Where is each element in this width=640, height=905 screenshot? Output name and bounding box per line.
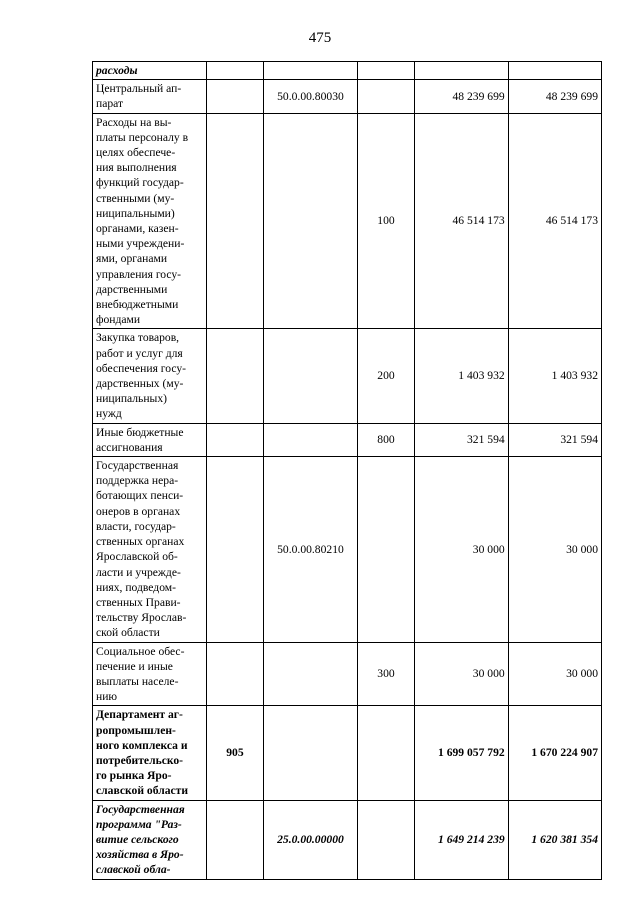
table-row [93,457,602,642]
row-amount-year2-cell: 1 620 381 354 [508,800,601,879]
table-row [93,706,602,800]
row-amount-year1-cell [415,62,508,80]
row-code-cell [206,329,264,423]
row-name-text: Закупка товаров, работ и услуг для обеспечения госу- дарственных (му- ниципальных) нужд [96,331,187,421]
budget-table [92,61,602,880]
row-expense-type-cell: 300 [357,642,415,706]
row-target-article-cell [264,329,357,423]
table-row [93,62,602,80]
row-amount-year2-cell: 1 670 224 907 [508,706,601,800]
row-target-article-cell [264,706,357,800]
table-row [93,113,602,329]
row-amount-year1-cell: 1 649 214 239 [415,800,508,879]
row-expense-type-cell: 100 [357,113,415,329]
row-amount-year1-cell: 30 000 [415,457,508,642]
row-name-text: Социальное обес- печение и иные выплаты населе- нию [96,644,185,704]
row-amount-year2-cell: 30 000 [508,642,601,706]
row-target-article-cell [264,642,357,706]
row-target-article-cell [264,423,357,456]
row-code-cell [206,80,264,113]
row-target-article-cell: 50.0.00.80030 [264,80,357,113]
row-amount-year2-cell: 1 403 932 [508,329,601,423]
row-name-text: расходы [96,64,138,77]
budget-table-body [93,62,602,880]
row-name-cell [93,457,207,642]
row-expense-type-cell [357,457,415,642]
row-code-cell [206,642,264,706]
row-name-cell [93,113,207,329]
row-name-text: Расходы на вы- платы персоналу в целях обеспече- ния выполнения функций государ- ственными (му- ниципальными) органами, казен- ными учреждени- ями, органами управления госу- дарственными внебюджетными фондами [96,115,189,327]
row-amount-year1-cell: 30 000 [415,642,508,706]
row-amount-year1-cell: 46 514 173 [415,113,508,329]
row-code-cell [206,800,264,879]
row-amount-year1-cell: 321 594 [415,423,508,456]
row-amount-year1-cell: 1 403 932 [415,329,508,423]
row-target-article-cell: 25.0.00.00000 [264,800,357,879]
row-amount-year2-cell: 321 594 [508,423,601,456]
row-name-cell [93,800,207,879]
row-code-cell [206,113,264,329]
row-name-text: Департамент аг- ропромышлен- ного комплекса и потребительско- го рынка Яро- славской области [96,708,189,798]
row-name-text: Государственная поддержка нера- ботающих пенси- онеров в органах власти, государ- ственных органах Ярославской об- ласти и учрежде- ниях, подведом- ственных Прави- тельству Ярослав- ской области [96,459,187,640]
row-amount-year2-cell [508,62,601,80]
row-expense-type-cell [357,800,415,879]
page-number: 475 [308,30,332,46]
row-amount-year1-cell: 1 699 057 792 [415,706,508,800]
row-expense-type-cell: 800 [357,423,415,456]
row-target-article-cell: 50.0.00.80210 [264,457,357,642]
row-expense-type-cell [357,62,415,80]
row-name-cell [93,706,207,800]
row-name-text: Государственная программа "Раз- витие сельского хозяйства в Яро- славской обла- [96,802,185,877]
row-expense-type-cell: 200 [357,329,415,423]
row-name-text: Центральный ап- парат [96,82,182,111]
row-target-article-cell [264,113,357,329]
table-row [93,329,602,423]
row-name-cell [93,423,207,456]
row-amount-year2-cell: 30 000 [508,457,601,642]
row-expense-type-cell [357,80,415,113]
row-code-cell [206,423,264,456]
row-amount-year1-cell: 48 239 699 [415,80,508,113]
table-row [93,80,602,113]
row-name-cell [93,329,207,423]
row-name-text: Иные бюджетные ассигнования [96,425,184,454]
table-row [93,423,602,456]
row-name-cell [93,80,207,113]
row-code-cell [206,457,264,642]
row-amount-year2-cell: 48 239 699 [508,80,601,113]
row-amount-year2-cell: 46 514 173 [508,113,601,329]
row-name-cell [93,642,207,706]
row-code-cell: 905 [206,706,264,800]
row-code-cell [206,62,264,80]
row-name-cell [93,62,207,80]
row-target-article-cell [264,62,357,80]
table-row [93,642,602,706]
row-expense-type-cell [357,706,415,800]
table-row [93,800,602,879]
